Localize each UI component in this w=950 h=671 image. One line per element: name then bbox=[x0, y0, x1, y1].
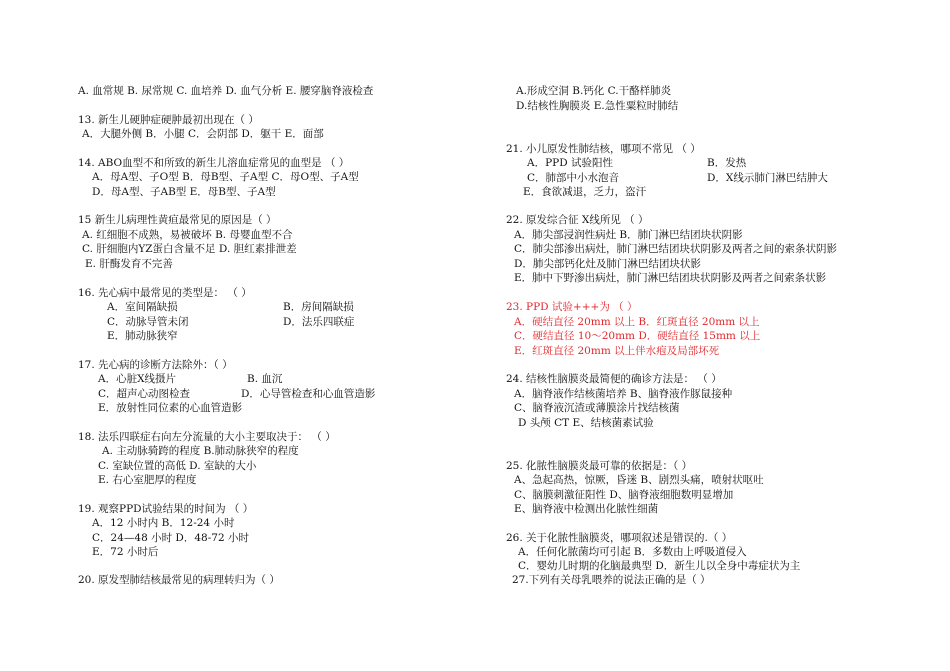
question-line: A. 红细胞不成熟，易被破坏 B. 母婴血型不合 bbox=[82, 229, 293, 241]
question-line: C. 肝细胞内YZ蛋白含量不足 D. 胆红素排泄差 bbox=[82, 243, 297, 255]
question-line: 15 新生儿病理性黄疸最常见的原因是（ ） bbox=[78, 214, 277, 226]
question-line: C．24—48 小时 D．48-72 小时 bbox=[92, 532, 249, 544]
question-line: D．母A型、子AB型 E．母B型、子A型 bbox=[92, 186, 276, 198]
question-line: D．X线示肺门淋巴结肿大 bbox=[707, 172, 828, 184]
question-line: C. 室缺位置的高低 D. 室缺的大小 bbox=[98, 460, 257, 472]
question-line: C．肺部中小水泡音 bbox=[527, 172, 620, 184]
question-line: B．发热 bbox=[707, 157, 747, 169]
question-line: E、脑脊液中检测出化脓性细菌 bbox=[514, 503, 659, 515]
question-line: C．动脉导管未闭 bbox=[107, 316, 189, 328]
question-line: A. 主动脉骑跨的程度 B.肺动脉狭窄的程度 bbox=[102, 445, 299, 457]
question-line: E. 肝酶发育不完善 bbox=[85, 258, 173, 270]
question-line: E．肺中下野渗出病灶，肺门淋巴结团块状阴影及两者之间索条状影 bbox=[514, 272, 827, 284]
question-line: E．食欲减退，乏力，盗汗 bbox=[523, 186, 647, 198]
question-line: B. 血沉 bbox=[247, 373, 283, 385]
question-line: 21. 小儿原发性肺结核，哪项不常见 （ ） bbox=[506, 143, 701, 155]
question-line: 23. PPD 试验+++为 （ ） bbox=[506, 301, 638, 313]
question-line: E．72 小时后 bbox=[92, 546, 159, 558]
question-line: A．室间隔缺损 bbox=[107, 301, 178, 313]
question-line: D 头颅 CT E、结核菌素试验 bbox=[518, 417, 654, 429]
question-line: A．12 小时内 B．12-24 小时 bbox=[92, 517, 235, 529]
question-line: A．心脏X线摄片 bbox=[98, 373, 177, 385]
question-line: C、脑膜刺激征阳性 D、脑脊液细胞数明显增加 bbox=[514, 489, 734, 501]
question-line: 24. 结核性脑膜炎最简便的确诊方法是： （ ） bbox=[506, 373, 722, 385]
question-line: 16. 先心病中最常见的类型是： （ ） bbox=[78, 287, 252, 299]
question-line: D．心导管检查和心血管造影 bbox=[241, 388, 376, 400]
question-line: A．母A型、子O型 B．母B型、子A型 C．母O型、子A型 bbox=[92, 171, 359, 183]
question-line: D.结核性胸膜炎 E.急性粟粒时肺结 bbox=[516, 100, 679, 112]
question-line: 20. 原发型肺结核最常见的病理转归为（ ） bbox=[78, 574, 280, 586]
question-line: C．超声心动图检查 bbox=[98, 388, 191, 400]
question-line: E．放射性同位素的心血管造影 bbox=[98, 402, 243, 414]
question-line: D．肺尖部钙化灶及肺门淋巴结团块状影 bbox=[514, 258, 701, 270]
question-line: 22. 原发综合征 X线所见 （ ） bbox=[506, 214, 649, 226]
question-line: A、急起高热，惊厥，昏迷 B、剧烈头痛，喷射状呕吐 bbox=[514, 474, 764, 486]
question-line: A．脑脊液作结核菌培养 B、脑脊液作豚鼠接种 bbox=[514, 388, 733, 400]
question-line: 19. 观察PPD试验结果的时间为 （ ） bbox=[78, 503, 254, 515]
question-line: A．大腿外侧 B．小腿 C．会阴部 D．躯干 E．面部 bbox=[82, 128, 324, 140]
question-line: A．硬结直径 20mm 以上 B．红斑直径 20mm 以上 bbox=[514, 316, 760, 328]
question-line: E. 右心室肥厚的程度 bbox=[98, 474, 197, 486]
question-line: 25. 化脓性脑膜炎最可靠的依据是：（ ） bbox=[506, 460, 693, 472]
question-line: C．硬结直径 10～20mm D．硬结直径 15mm 以上 bbox=[514, 330, 761, 342]
question-line: 13. 新生儿硬肿症硬肿最初出现在（ ） bbox=[78, 114, 259, 126]
question-line: A．肺尖部浸润性病灶 B．肺门淋巴结团块状阴影 bbox=[514, 229, 743, 241]
question-line: 17. 先心病的诊断方法除外：（ ） bbox=[78, 359, 233, 371]
question-line: E．肺动脉狭窄 bbox=[107, 330, 178, 342]
question-line: C．婴幼儿时期的化脑最典型 D．新生儿以全身中毒症状为主 bbox=[518, 560, 801, 572]
question-line: 18. 法乐四联症右向左分流量的大小主要取决于： （ ） bbox=[78, 431, 336, 443]
question-line: 27.下列有关母乳喂养的说法正确的是（ ） bbox=[512, 574, 711, 586]
question-line: 26. 关于化脓性脑膜炎，哪项叙述是错误的.（ ） bbox=[506, 532, 733, 544]
question-line: A. 血常规 B. 尿常规 C. 血培养 D. 血气分析 E. 腰穿脑脊液检查 bbox=[78, 85, 374, 97]
question-line: E．红斑直径 20mm 以上伴水疱及局部坏死 bbox=[514, 345, 720, 357]
question-line: A．任何化脓菌均可引起 B．多数由上呼吸道侵入 bbox=[518, 546, 747, 558]
question-line: B．房间隔缺损 bbox=[283, 301, 354, 313]
question-line: A.形成空洞 B.钙化 C.干酪样肺炎 bbox=[516, 85, 672, 97]
question-line: D．法乐四联症 bbox=[283, 316, 355, 328]
question-line: C．肺尖部渗出病灶，肺门淋巴结团块状阴影及两者之间的索条状阴影 bbox=[514, 243, 838, 255]
question-line: C、脑脊液沉渣或薄膜涂片找结核菌 bbox=[514, 402, 680, 414]
question-line: 14. ABO血型不和所致的新生儿溶血症常见的血型是 （ ） bbox=[78, 157, 350, 169]
question-line: A．PPD 试验阳性 bbox=[527, 157, 613, 169]
